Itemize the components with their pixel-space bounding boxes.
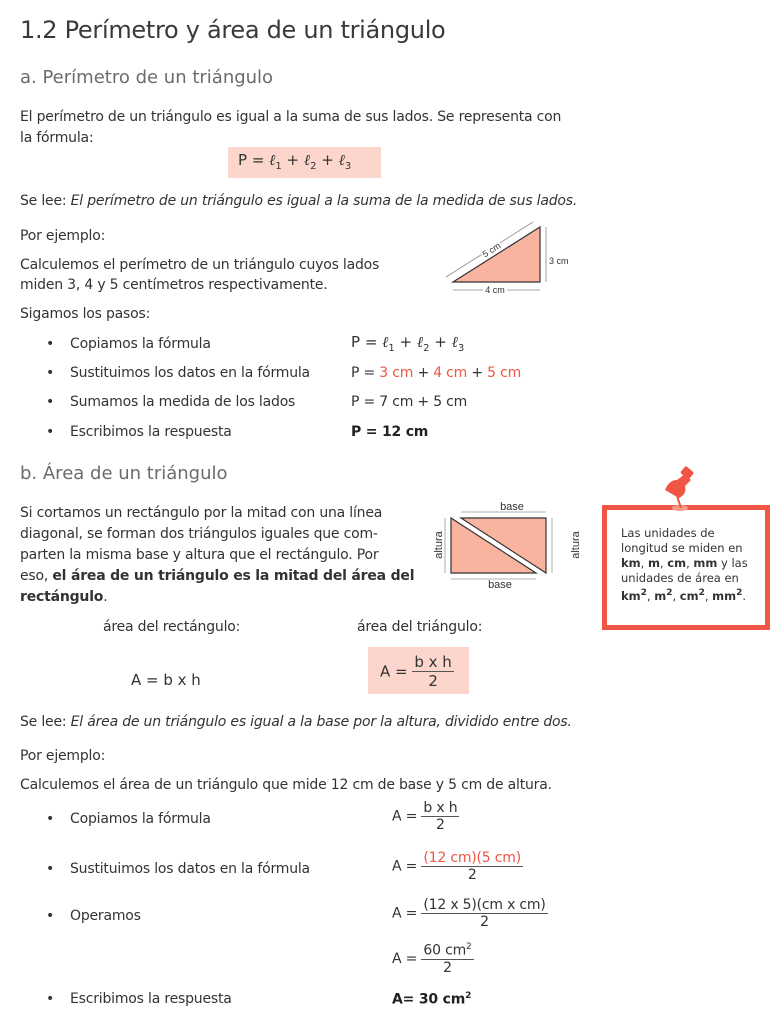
- bullet: •: [46, 811, 55, 827]
- p1-line-4: [20, 568, 414, 584]
- bullet: •: [46, 394, 55, 410]
- sep: ,: [704, 588, 713, 603]
- step-b4-value: [392, 942, 474, 976]
- value-3cm: 3 cm: [379, 365, 414, 381]
- unit: km: [621, 588, 641, 603]
- formula-lhs: P =: [238, 151, 270, 169]
- superscript: 2: [465, 991, 472, 1001]
- step-b5-label: Escribimos la respuesta: [70, 991, 232, 1007]
- superscript: 2: [466, 942, 472, 952]
- sep: ,: [686, 556, 694, 570]
- se-lee-perimeter: [20, 193, 577, 209]
- page-title: 1.2 Perímetro y área de un triángulo: [20, 16, 446, 44]
- sep: ,: [672, 588, 680, 603]
- subscript: 2: [423, 343, 430, 354]
- sep: ,: [640, 556, 648, 570]
- bullet: •: [46, 908, 55, 924]
- unit: m: [654, 588, 667, 603]
- step-a3-label: Sumamos la medida de los lados: [70, 394, 296, 410]
- denominator: 2: [480, 914, 489, 930]
- note-line-4: unidades de área en: [621, 571, 739, 585]
- formula-lhs: A =: [392, 950, 422, 967]
- perimeter-formula-box: [228, 147, 381, 178]
- denominator: 2: [428, 672, 438, 690]
- formula-lhs: A =: [380, 662, 413, 681]
- step-b1-value: [392, 800, 459, 833]
- sup: 2: [666, 588, 673, 598]
- step-b1-label: Copiamos la fórmula: [70, 811, 211, 827]
- plus: +: [429, 333, 452, 351]
- se-lee-text: El área de un triángulo es igual a la base por la altura, dividido entre dos.: [70, 714, 572, 730]
- plus: +: [413, 365, 434, 381]
- formula-lhs: A =: [392, 905, 422, 922]
- example-line-1: Calculemos el perímetro de un triángulo cuyos lados: [20, 257, 380, 273]
- text: .: [103, 589, 108, 605]
- intro-line-1: El perímetro de un triángulo es igual a la suma de sus lados. Se representa con: [20, 109, 562, 125]
- ell-symbol: ℓ: [269, 151, 276, 169]
- ell-symbol: ℓ: [416, 333, 424, 351]
- step-b2-value: [392, 850, 523, 883]
- intro-line-2: la fórmula:: [20, 130, 94, 146]
- text: y las: [717, 556, 748, 570]
- section-b-heading: b. Área de un triángulo: [20, 463, 228, 484]
- sep: ,: [646, 588, 655, 603]
- plus: +: [316, 151, 339, 169]
- note-line-5: [621, 586, 765, 604]
- note-line-2: longitud se miden en: [621, 541, 743, 555]
- ell-symbol: ℓ: [338, 151, 345, 169]
- denominator: 2: [436, 817, 445, 833]
- numerator: b x h: [414, 653, 452, 671]
- side-a-label: 5 cm: [480, 240, 503, 260]
- example-line-2: miden 3, 4 y 5 centímetros respectivamente.: [20, 277, 328, 293]
- ell-symbol: ℓ: [382, 333, 389, 351]
- tri-area-label: área del triángulo:: [357, 619, 483, 635]
- text: eso,: [20, 568, 53, 584]
- altura-left-label: altura: [433, 531, 445, 559]
- bullet: •: [46, 365, 55, 381]
- p1-line-5: [20, 589, 107, 605]
- note-card: [602, 505, 770, 630]
- p1-line-2: diagonal, se forman dos triángulos iguales que com-: [20, 526, 378, 542]
- triangle-figure: [440, 220, 580, 310]
- step-a2-label: Sustituimos los datos en la fórmula: [70, 365, 310, 381]
- plus: +: [281, 151, 304, 169]
- step-b3-label: Operamos: [70, 908, 141, 924]
- sep: .: [742, 588, 747, 603]
- base-bottom-label: base: [488, 579, 512, 591]
- bullet: •: [46, 336, 55, 352]
- step-a4-label: Escribimos la respuesta: [70, 424, 232, 440]
- area-example: Calculemos el área de un triángulo que mide 12 cm de base y 5 cm de altura.: [20, 777, 552, 793]
- subscript: 2: [310, 161, 317, 172]
- por-ejemplo-a: Por ejemplo:: [20, 228, 106, 244]
- se-lee-label: Se lee:: [20, 714, 71, 730]
- step-a1-label: Copiamos la fórmula: [70, 336, 211, 352]
- bullet: •: [46, 861, 55, 877]
- se-lee-text: El perímetro de un triángulo es igual a la suma de la medida de sus lados.: [70, 193, 578, 209]
- value-5cm: 5 cm: [487, 365, 522, 381]
- step-b3-value: [392, 897, 548, 930]
- base-top-label: base: [500, 501, 524, 513]
- step-b5-value: [392, 991, 471, 1008]
- p1-line-3: parten la misma base y altura que el rectángulo. Por: [20, 547, 379, 563]
- ell-symbol: ℓ: [451, 333, 458, 351]
- denominator: 2: [443, 959, 452, 976]
- subscript: 3: [344, 161, 352, 172]
- bullet: •: [46, 424, 55, 440]
- subscript: 3: [457, 343, 465, 354]
- sup: 2: [736, 588, 743, 598]
- note-line-1: Las unidades de: [621, 526, 715, 540]
- se-lee-area: [20, 714, 572, 730]
- unit: km: [621, 556, 641, 570]
- subscript: 1: [388, 343, 395, 354]
- unit: m: [647, 556, 660, 570]
- sep: ,: [659, 556, 668, 570]
- unit: cm: [667, 556, 687, 570]
- tri-area-formula-box: [368, 647, 469, 694]
- sigamos-text: Sigamos los pasos:: [20, 306, 151, 322]
- step-a3-value: P = 7 cm + 5 cm: [351, 394, 468, 410]
- pushpin-icon: [655, 466, 705, 514]
- numerator: 60 cm: [423, 942, 467, 959]
- p-lhs: P =: [351, 365, 380, 381]
- step-a2-value: [351, 365, 521, 381]
- numerator-height: (5 cm): [476, 850, 521, 866]
- bold-text: rectángulo: [20, 589, 104, 605]
- section-a-heading: a. Perímetro de un triángulo: [20, 67, 274, 88]
- plus: +: [467, 365, 488, 381]
- numerator-base: (12 cm): [423, 850, 477, 866]
- sup: 2: [698, 588, 705, 598]
- se-lee-label: Se lee:: [20, 193, 71, 209]
- subscript: 1: [275, 161, 282, 172]
- altura-right-label: altura: [570, 531, 582, 559]
- note-line-3: [621, 556, 765, 571]
- step-a4-value: P = 12 cm: [351, 424, 429, 440]
- side-c-label: 4 cm: [485, 285, 505, 295]
- unit: mm: [712, 588, 737, 603]
- plus: +: [394, 333, 417, 351]
- rectangle-figure: [428, 498, 588, 593]
- p1-line-1: Si cortamos un rectángulo por la mitad con una línea: [20, 505, 383, 521]
- formula-lhs: A =: [392, 858, 422, 875]
- bullet: •: [46, 991, 55, 1007]
- denominator: 2: [467, 867, 477, 883]
- formula-lhs: P =: [351, 333, 383, 351]
- rect-area-formula: A = b x h: [131, 671, 201, 689]
- rect-area-label: área del rectángulo:: [103, 619, 241, 635]
- value-4cm: 4 cm: [433, 365, 468, 381]
- side-b-label: 3 cm: [549, 256, 569, 266]
- unit: mm: [693, 556, 718, 570]
- answer: A= 30 cm: [392, 991, 466, 1008]
- step-a1-value: [351, 333, 464, 354]
- sup: 2: [640, 588, 647, 598]
- right-triangle: [453, 227, 540, 282]
- formula-lhs: A =: [392, 808, 422, 825]
- unit: cm: [679, 588, 699, 603]
- bold-text: el área de un triángulo es la mitad del área del: [52, 568, 415, 584]
- numerator: b x h: [423, 800, 458, 816]
- ell-symbol: ℓ: [303, 151, 311, 169]
- step-b2-label: Sustituimos los datos en la fórmula: [70, 861, 310, 877]
- por-ejemplo-b: Por ejemplo:: [20, 748, 106, 764]
- numerator: (12 x 5)(cm x cm): [423, 897, 546, 913]
